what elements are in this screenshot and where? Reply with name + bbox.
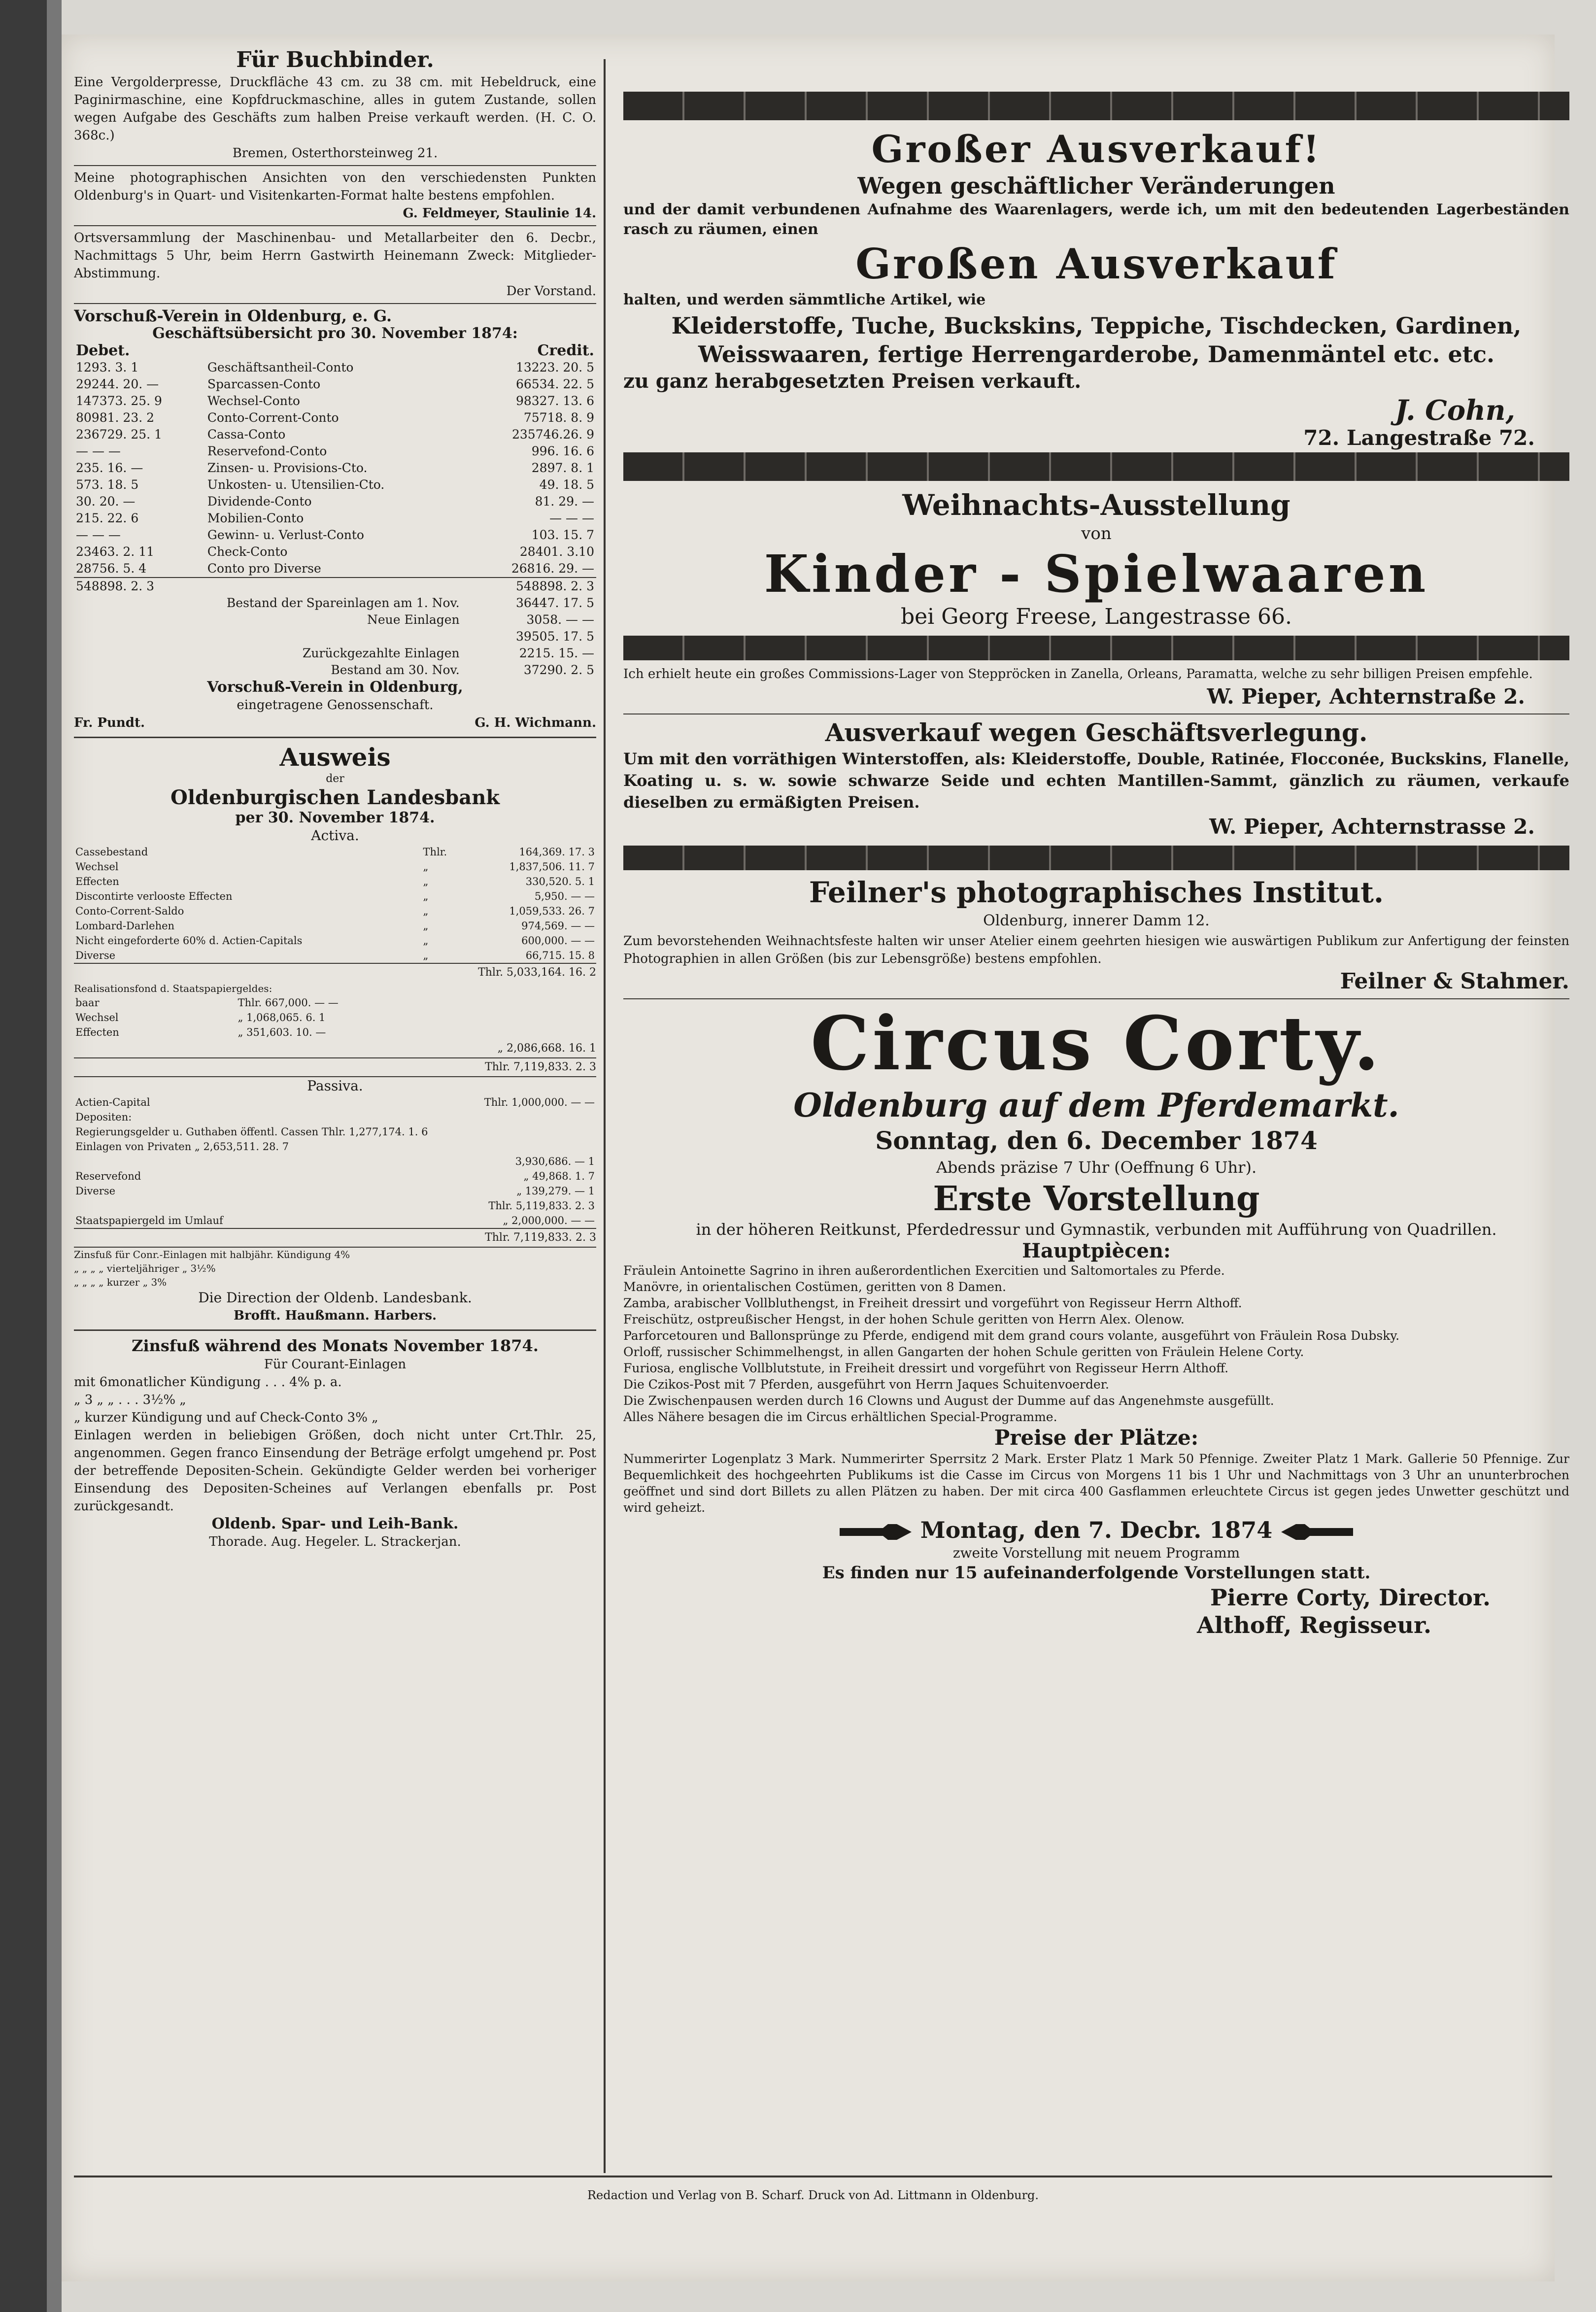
circus-piece: Alles Nähere besagen die im Circus erhältlichen Special-Programme. — [623, 1410, 1057, 1424]
activa-row — [74, 874, 596, 889]
pieper1-body: Ich erhielt heute ein großes Commissions-Lager von Steppröcken in Zanella, Orleans, Paramatta, welche zu sehr billigen Preisen empfehle. — [623, 667, 1533, 681]
ad-cohn — [623, 127, 1569, 449]
ledger-row — [74, 393, 596, 409]
divider — [623, 998, 1569, 999]
ausweis-der: der — [326, 773, 344, 785]
buchbinder-body: Eine Vergolderpresse, Druckfläche 43 cm. zu 38 cm. mit Hebeldruck, eine Paginirmaschine, eine Kopfdruckmaschine, alles in gutem Zustande, sollen wegen Aufgabe des Geschäfts zum halben Preise verkauft werden. (H. C. O. 368c.) — [74, 75, 596, 143]
sparbank-l1: Für Courant-Einlagen — [264, 1357, 407, 1372]
real-title: Realisationsfond d. Staatspapiergeldes: — [74, 983, 272, 994]
circus-sign2: Althoff, Regisseur. — [1197, 1612, 1431, 1638]
passiva-value: Thlr. 5,119,833. 2. 3 — [488, 1200, 595, 1212]
ad-feldmeyer — [74, 169, 596, 222]
passiva-header: Passiva. — [307, 1078, 363, 1094]
ledger-debet: 215. 22. 6 — [76, 511, 139, 525]
cohn-mid: halten, und werden sämmtliche Artikel, wie — [623, 291, 986, 308]
cohn-items: Kleiderstoffe, Tuche, Buckskins, Teppiche, Tischdecken, Gardinen, Weisswaaren, fertige Herrengarderobe, Damenmäntel etc. etc. — [671, 312, 1522, 368]
sparbank-names: Thorade. Aug. Hegeler. L. Strackerjan. — [209, 1534, 461, 1549]
vorschuss-signatures — [74, 714, 596, 732]
buchbinder-sign: Bremen, Osterthorsteinweg 21. — [232, 146, 438, 161]
ledger-row — [74, 409, 596, 426]
activa-unit: „ — [423, 935, 429, 947]
passiva-total: Thlr. 7,119,833. 2. 3 — [74, 1228, 596, 1248]
cohn-sub: Wegen geschäftlicher Veränderungen — [857, 172, 1335, 199]
activa-label: Nicht eingeforderte 60% d. Actien-Capitals — [75, 935, 303, 947]
sparbank-l3: „ 3 „ „ . . . 3½% „ — [74, 1393, 186, 1407]
ledger-row — [74, 460, 596, 476]
feldmeyer-body: Meine photographischen Ansichten von den verschiedensten Punkten Oldenburg's in Quart- und Visitenkarten-Format halte bestens empfohlen. — [74, 170, 596, 203]
ledger-debet: 29244. 20. — — [76, 377, 159, 391]
sparbank-sign: Oldenb. Spar- und Leih-Bank. — [211, 1515, 459, 1532]
spareinlagen-row — [74, 662, 596, 679]
passiva-row — [74, 1213, 596, 1228]
passiva-value: Thlr. 1,000,000. — — — [484, 1096, 595, 1108]
ledger-total-debet: 548898. 2. 3 — [74, 578, 205, 595]
passiva-value: „ 2,000,000. — — — [503, 1215, 595, 1226]
pointing-hand-icon — [1280, 1521, 1354, 1543]
ornament-bar — [623, 452, 1569, 481]
circus-piece: Die Czikos-Post mit 7 Pferden, ausgeführt von Herrn Jaques Schuitenvoerder. — [623, 1377, 1109, 1392]
passiva-value: „ 139,279. — 1 — [516, 1185, 595, 1197]
activa-unit: „ — [423, 861, 429, 873]
real-label: baar — [75, 997, 100, 1009]
passiva-value: 3,930,686. — 1 — [515, 1156, 595, 1167]
credit-header: Credit. — [537, 342, 594, 359]
ledger-credit: 235746.26. 9 — [512, 427, 594, 442]
activa-row — [74, 859, 596, 874]
passiva-row — [74, 1198, 596, 1213]
circus-title: Circus Corty. — [810, 1000, 1383, 1087]
ledger-row — [74, 493, 596, 510]
ledger-debet: 23463. 2. 11 — [76, 544, 155, 559]
circus-pieces — [623, 1262, 1569, 1425]
spareinlagen-row — [74, 628, 596, 645]
activa-label: Conto-Corrent-Saldo — [75, 905, 184, 917]
sparbank-l2: mit 6monatlicher Kündigung . . . 4% p. a. — [74, 1375, 342, 1390]
freese-von: von — [1081, 524, 1112, 544]
ledger-credit: 2897. 8. 1 — [531, 461, 594, 475]
ledger-debet: 236729. 25. 1 — [76, 427, 162, 442]
passiva-row — [74, 1154, 596, 1169]
ledger-debet: 28756. 5. 4 — [76, 561, 147, 576]
circus-preise: Preise der Plätze: — [994, 1426, 1199, 1450]
activa-unit: Thlr. — [423, 846, 447, 858]
ledger-label: Wechsel-Conto — [207, 394, 300, 408]
ledger-label: Dividende-Conto — [207, 494, 312, 509]
feldmeyer-sign: G. Feldmeyer, Staulinie 14. — [403, 206, 596, 221]
circus-piece: Zamba, arabischer Vollbluthengst, in Freiheit dressirt und vorgeführt von Regisseur Herrn Althoff. — [623, 1296, 1242, 1310]
debet-header: Debet. — [76, 342, 130, 359]
circus-sign1: Pierre Corty, Director. — [1210, 1584, 1491, 1611]
ledger-label: Sparcassen-Conto — [207, 377, 321, 391]
activa-value: 600,000. — — — [521, 935, 595, 947]
ledger-row — [74, 426, 596, 443]
ledger-label: Conto-Corrent-Conto — [207, 410, 339, 425]
cohn-sign: J. Cohn, — [1395, 394, 1515, 427]
activa-label: Wechsel — [75, 861, 119, 873]
feilner-addr: Oldenburg, innerer Damm 12. — [983, 912, 1210, 929]
freese-big: Kinder - Spielwaaren — [764, 544, 1429, 604]
ledger-row — [74, 560, 596, 578]
spareinlagen-label: Neue Einlagen — [367, 612, 460, 627]
ad-freese — [623, 488, 1569, 631]
passiva-table — [74, 1095, 596, 1228]
circus-haupt: Hauptpiècen: — [1022, 1239, 1171, 1262]
divider — [74, 303, 596, 304]
activa-label: Cassebestand — [75, 846, 148, 858]
circus-piece: Manövre, in orientalischen Costümen, geritten von 8 Damen. — [623, 1280, 1006, 1294]
passiva-label: Actien-Capital — [75, 1096, 150, 1108]
vorschuss-title: Vorschuß-Verein in Oldenburg, e. G. — [74, 306, 392, 325]
vorschuss-sign2: eingetragene Genossenschaft. — [237, 698, 434, 713]
ledger-debet: 80981. 23. 2 — [76, 410, 155, 425]
ledger-credit: 28401. 3.10 — [519, 544, 594, 559]
sparbank-body: Einlagen werden in beliebigen Größen, doch nicht unter Crt.Thlr. 25, angenommen. Gegen franco Einsendung der Beträge erfolgt umgehend pr. Post der betreffende Depositen-Schein. Gekündigte Gelder werden bei vorheriger Einsendung des Depositen-Scheines auf Verlangen ebenfalls pr. Post zurückgesandt. — [74, 1428, 596, 1514]
spareinlagen-value: 2215. 15. — — [519, 646, 594, 660]
passiva-row — [74, 1184, 596, 1198]
vorschuss-ledger — [74, 342, 596, 595]
circus-erste: Erste Vorstellung — [933, 1179, 1260, 1219]
activa-label: Diverse — [75, 950, 116, 961]
ornament-bar — [623, 846, 1569, 870]
ledger-label: Cassa-Conto — [207, 427, 286, 442]
ledger-label: Gewinn- u. Verlust-Conto — [207, 528, 364, 542]
zinsfuss-line1: Zinsfuß für Conr.-Einlagen mit halbjähr. Kündigung 4% — [74, 1249, 350, 1260]
circus-time: Abends präzise 7 Uhr (Oeffnung 6 Uhr). — [936, 1158, 1257, 1177]
cohn-title: Großer Ausverkauf! — [871, 127, 1322, 171]
passiva-row — [74, 1139, 596, 1154]
spareinlagen-value: 36447. 17. 5 — [515, 596, 594, 610]
passiva-label: Regierungsgelder u. Guthaben öffentl. Cassen Thlr. 1,277,174. 1. 6 — [75, 1126, 428, 1138]
circus-montag-line — [623, 1516, 1569, 1544]
activa-unit: „ — [423, 876, 429, 887]
ledger-label: Geschäftsantheil-Conto — [207, 360, 354, 374]
activa-row — [74, 904, 596, 918]
activa-value: 974,569. — — — [521, 920, 595, 932]
ausweis-date: per 30. November 1874. — [235, 809, 435, 826]
circus-zweite: zweite Vorstellung mit neuem Programm — [952, 1545, 1240, 1561]
ledger-credit: 49. 18. 5 — [539, 477, 594, 492]
circus-sub: Oldenburg auf dem Pferdemarkt. — [793, 1086, 1399, 1124]
buchbinder-title: Für Buchbinder. — [236, 47, 434, 72]
activa-value: 5,950. — — — [534, 890, 595, 902]
passiva-label: Diverse — [75, 1185, 116, 1197]
ledger-credit: 98327. 13. 6 — [515, 394, 594, 408]
column-rule — [604, 59, 606, 2173]
activa-value: 1,059,533. 26. 7 — [509, 905, 595, 917]
circus-piece: Fräulein Antoinette Sagrino in ihren außerordentlichen Exercitien und Saltomortales zu Pferde. — [623, 1263, 1225, 1278]
ledger-label: Unkosten- u. Utensilien-Cto. — [207, 477, 385, 492]
circus-piece: Orloff, russischer Schimmelhengst, in allen Gangarten der hohen Schule geritten von Fräulein Helene Corty. — [623, 1345, 1304, 1359]
binding-edge-light — [47, 0, 62, 2312]
divider — [74, 165, 596, 166]
activa-label: Lombard-Darlehen — [75, 920, 175, 932]
ledger-row — [74, 544, 596, 560]
ad-vorschuss-verein — [74, 307, 596, 732]
activa-value: 66,715. 15. 8 — [525, 950, 595, 961]
zinsfuss-line2: „ „ „ „ vierteljähriger „ 3½% — [74, 1262, 216, 1274]
ad-circus-corty — [623, 1002, 1569, 1639]
spareinlagen-row — [74, 612, 596, 628]
signature-pundt: Fr. Pundt. — [74, 715, 145, 730]
direction-line: Die Direction der Oldenb. Landesbank. — [198, 1290, 472, 1306]
ad-pieper-stepproecke — [623, 665, 1569, 711]
real-value: „ 351,603. 10. — — [238, 1026, 326, 1038]
spareinlagen-table — [74, 595, 596, 679]
ad-ausweis-landesbank — [74, 743, 596, 1325]
spareinlagen-label — [74, 628, 462, 645]
pointing-hand-icon — [839, 1521, 913, 1543]
activa-total: Thlr. 7,119,833. 2. 3 — [74, 1057, 596, 1077]
ornament-bar — [623, 92, 1569, 120]
spareinlagen-row — [74, 595, 596, 612]
ledger-debet: 30. 20. — — [76, 494, 136, 509]
ledger-credit: 81. 29. — — [535, 494, 594, 509]
passiva-value — [470, 1139, 596, 1154]
real-row — [74, 1010, 596, 1025]
zinsfuss-line3: „ „ „ „ kurzer „ 3% — [74, 1276, 167, 1288]
ledger-rows — [74, 359, 596, 578]
activa-row — [74, 845, 596, 859]
passiva-row — [74, 1110, 596, 1124]
cohn-end: zu ganz herabgesetzten Preisen verkauft. — [623, 370, 1082, 393]
ledger-row — [74, 359, 596, 376]
passiva-label — [74, 1198, 470, 1213]
ledger-credit: 13223. 20. 5 — [515, 360, 594, 374]
pieper2-title: Ausverkauf wegen Geschäftsverlegung. — [825, 718, 1368, 747]
passiva-value — [470, 1124, 596, 1139]
spareinlagen-value: 37290. 2. 5 — [523, 663, 594, 677]
activa-sum: Thlr. 5,033,164. 16. 2 — [74, 963, 596, 982]
circus-es: Es finden nur 15 aufeinanderfolgende Vorstellungen statt. — [822, 1563, 1371, 1583]
activa-unit: „ — [423, 890, 429, 902]
ausweis-title: Ausweis — [279, 743, 391, 772]
activa-row — [74, 918, 596, 933]
ledger-credit: 66534. 22. 5 — [515, 377, 594, 391]
ledger-debet: 147373. 25. 9 — [76, 394, 162, 408]
divider — [74, 1329, 596, 1331]
sparbank-l4: „ kurzer Kündigung und auf Check-Conto 3% „ — [74, 1410, 378, 1425]
vorschuss-subtitle: Geschäftsübersicht pro 30. November 1874: — [152, 325, 518, 342]
real-label: Wechsel — [75, 1012, 119, 1023]
passiva-label: Einlagen von Privaten „ 2,653,511. 28. 7 — [75, 1141, 289, 1153]
passiva-label: Staatspapiergeld im Umlauf — [75, 1215, 223, 1226]
ledger-label: Check-Conto — [207, 544, 288, 559]
activa-row — [74, 948, 596, 963]
passiva-label — [74, 1154, 470, 1169]
passiva-label: Depositen: — [75, 1111, 132, 1123]
real-row — [74, 1025, 596, 1040]
right-column — [623, 89, 1569, 2173]
spareinlagen-row — [74, 645, 596, 662]
activa-row — [74, 889, 596, 904]
ledger-row — [74, 527, 596, 544]
circus-piece: Parforcetouren und Ballonsprünge zu Pferde, endigend mit dem grand cours volante, ausgeführt von Fräulein Rosa Dubsky. — [623, 1328, 1400, 1343]
direction-names: Brofft. Haußmann. Harbers. — [233, 1308, 437, 1323]
real-value: Thlr. 667,000. — — — [238, 997, 339, 1009]
ad-sparbank — [74, 1336, 596, 1551]
ledger-debet: — — — — [76, 528, 121, 542]
divider — [74, 225, 596, 226]
passiva-row — [74, 1124, 596, 1139]
pieper1-sign: W. Pieper, Achternstraße 2. — [1207, 684, 1525, 709]
left-column — [74, 47, 596, 2166]
ledger-debet: 235. 16. — — [76, 461, 143, 475]
spareinlagen-label: Zurückgezahlte Einlagen — [303, 646, 460, 660]
ledger-row — [74, 376, 596, 393]
ledger-credit: 26816. 29. — — [511, 561, 594, 576]
feilner-title: Feilner's photographisches Institut. — [809, 876, 1384, 909]
circus-piece: Freischütz, ostpreußischer Hengst, in der hohen Schule geritten von Herrn Alex. Olenow. — [623, 1312, 1185, 1326]
ausweis-bank: Oldenburgischen Landesbank — [170, 786, 500, 809]
activa-header: Activa. — [311, 827, 359, 844]
passiva-label: Reservefond — [75, 1170, 141, 1182]
real-sum: „ 2,086,668. 16. 1 — [497, 1042, 596, 1054]
circus-desc: in der höheren Reitkunst, Pferdedressur und Gymnastik, verbunden mit Aufführung von Quadrillen. — [696, 1220, 1497, 1239]
freese-title: Weihnachts-Ausstellung — [902, 488, 1290, 522]
activa-label: Discontirte verlooste Effecten — [75, 890, 233, 902]
signature-wichmann: G. H. Wichmann. — [475, 715, 596, 730]
pieper2-body: Um mit den vorräthigen Winterstoffen, als: Kleiderstoffe, Double, Ratinée, Flocconée, Buckskins, Flanelle, Koating u. s. w. sowie schwarze Seide und echten Mantillen-Sammt, gänzlich zu räumen, verkaufe dieselben zu ermäßigten Preisen. — [623, 749, 1569, 812]
ad-pieper-ausverkauf — [623, 717, 1569, 841]
ad-ortsversammlung — [74, 229, 596, 300]
circus-piece: Furiosa, englische Vollblutstute, in Freiheit dressirt und vorgeführt von Regisseur Herrn Althoff. — [623, 1361, 1229, 1375]
cohn-big: Großen Ausverkauf — [855, 239, 1337, 288]
real-table — [74, 995, 596, 1040]
circus-preise-body: Nummerirter Logenplatz 3 Mark. Nummerirter Sperrsitz 2 Mark. Erster Platz 1 Mark 50 Pfennige. Zweiter Platz 1 Mark. Gallerie 50 Pfennige. Zur Bequemlichkeit des hochgeehrten Publikums ist die Casse im Circus von Morgens 11 bis 1 Uhr und Nachmittags von 3 Uhr an ununterbrochen geöffnet und sind dort Billets zu allen Plätzen zu haben. Der mit circa 400 Gasflammen erleuchtete Circus ist gegen jedes Unwetter geschützt und wird geheizt. — [623, 1452, 1569, 1515]
passiva-row — [74, 1169, 596, 1184]
ledger-row — [74, 476, 596, 493]
activa-value: 164,369. 17. 3 — [519, 846, 595, 858]
ledger-row — [74, 510, 596, 527]
ledger-debet: — — — — [76, 444, 121, 458]
real-label: Effecten — [75, 1026, 119, 1038]
ledger-total-credit: 548898. 2. 3 — [470, 578, 596, 595]
passiva-value: „ 49,868. 1. 7 — [523, 1170, 595, 1182]
ornament-bar — [623, 636, 1569, 660]
circus-montag: Montag, den 7. Decbr. 1874 — [920, 1517, 1273, 1543]
feilner-body: Zum bevorstehenden Weihnachtsfeste halten wir unser Atelier einem geehrten hiesigen wie auswärtigen Publikum zur Anfertigung der feinsten Photographien in allen Größen (bis zur Lebensgröße) bestens empfohlen. — [623, 934, 1569, 966]
divider — [74, 737, 596, 738]
activa-unit: „ — [423, 905, 429, 917]
vorschuss-sign1: Vorschuß-Verein in Oldenburg, — [207, 679, 463, 696]
feilner-sign: Feilner & Stahmer. — [1340, 969, 1569, 994]
activa-row — [74, 933, 596, 948]
ad-feilner — [623, 875, 1569, 995]
activa-value: 330,520. 5. 1 — [525, 876, 595, 887]
circus-piece: Die Zwischenpausen werden durch 16 Clowns und August der Dumme auf das Angenehmste ausgefüllt. — [623, 1394, 1274, 1408]
ortsverein-sign: Der Vorstand. — [506, 284, 596, 299]
real-value: „ 1,068,065. 6. 1 — [238, 1012, 326, 1023]
ledger-credit: 75718. 8. 9 — [523, 410, 594, 425]
ledger-credit: 996. 16. 6 — [531, 444, 594, 458]
passiva-row — [74, 1095, 596, 1110]
activa-label: Effecten — [75, 876, 119, 887]
ledger-label: Mobilien-Conto — [207, 511, 304, 525]
pieper2-sign: W. Pieper, Achternstrasse 2. — [1209, 815, 1535, 839]
ledger-debet: 1293. 3. 1 — [76, 360, 139, 374]
ledger-credit: 103. 15. 7 — [531, 528, 594, 542]
spareinlagen-label: Bestand der Spareinlagen am 1. Nov. — [226, 596, 460, 610]
cohn-addr: 72. Langestraße 72. — [1303, 426, 1535, 450]
passiva-value — [470, 1110, 596, 1124]
activa-unit: „ — [423, 950, 429, 961]
ledger-label: Zinsen- u. Provisions-Cto. — [207, 461, 368, 475]
ledger-label: Reservefond-Conto — [207, 444, 327, 458]
spareinlagen-value: 39505. 17. 5 — [515, 629, 594, 644]
real-row — [74, 995, 596, 1010]
ad-buchbinder — [74, 47, 596, 162]
circus-date: Sonntag, den 6. December 1874 — [875, 1126, 1318, 1155]
ortsverein-body: Ortsversammlung der Maschinenbau- und Metallarbeiter den 6. Decbr., Nachmittags 5 Uhr, beim Herrn Gastwirth Heinemann Zweck: Mitglieder-Abstimmung. — [74, 231, 596, 281]
sparbank-title: Zinsfuß während des Monats November 1874. — [132, 1336, 539, 1355]
spareinlagen-label: Bestand am 30. Nov. — [331, 663, 460, 677]
imprint-footer: Redaction und Verlag von B. Scharf. Druck von Ad. Littmann in Oldenburg. — [74, 2176, 1552, 2226]
activa-unit: „ — [423, 920, 429, 932]
activa-table — [74, 845, 596, 963]
freese-sub: bei Georg Freese, Langestrasse 66. — [900, 604, 1292, 629]
ledger-debet: 573. 18. 5 — [76, 477, 139, 492]
ledger-credit: — — — — [549, 511, 594, 525]
cohn-body: und der damit verbundenen Aufnahme des Waarenlagers, werde ich, um mit den bedeutenden Lagerbeständen rasch zu räumen, einen — [623, 201, 1569, 238]
spareinlagen-value: 3058. — — — [526, 612, 594, 627]
ledger-label: Conto pro Diverse — [207, 561, 321, 576]
activa-value: 1,837,506. 11. 7 — [509, 861, 595, 873]
ledger-row — [74, 443, 596, 460]
